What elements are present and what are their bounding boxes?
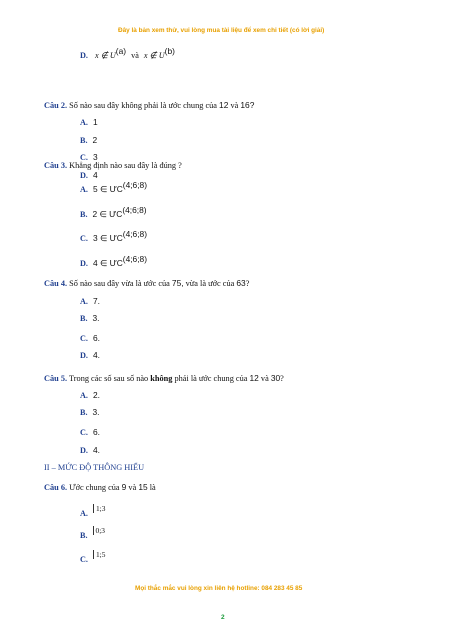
question-text: Số nào sau đây vừa là ước của (69, 279, 170, 288)
question-text: Số nào sau đây không phải là ước chung của (69, 101, 217, 110)
question-label: Câu 6. (44, 483, 68, 492)
option-value: 3. (92, 313, 100, 323)
q2-option-a (80, 117, 98, 127)
option-label: B. (80, 136, 88, 145)
set-value: 0;3 (93, 526, 105, 535)
question-label: Câu 3. (44, 161, 68, 170)
q4-option-c (80, 333, 100, 343)
option-label: C. (80, 334, 88, 343)
option-label: C. (80, 234, 88, 243)
math-arg: (4;6;8) (122, 205, 147, 215)
option-label: A. (80, 297, 88, 306)
footer-notice: Mọi thắc mắc vui lòng xin liên hệ hotline: 084 283 45 85 (135, 585, 303, 592)
option-value: 1 (92, 117, 98, 127)
option-label: A. (80, 391, 88, 400)
math-arg: (b) (164, 46, 175, 56)
math-expr: 4 ∈ ƯC (92, 258, 123, 268)
option-label: D. (80, 171, 88, 180)
question-end: ? (280, 374, 284, 383)
option-label: D. (80, 351, 88, 360)
q5-option-a (80, 390, 100, 400)
math-expr: x ∉ U (143, 51, 165, 60)
page-number: 2 (221, 614, 225, 621)
question-text: Trong các số sau số nào (69, 374, 149, 383)
option-value: 4. (92, 445, 100, 455)
math-expr: 2 ∈ ƯC (92, 209, 123, 219)
math-expr: x ∉ U (95, 51, 116, 60)
option-label: C. (80, 153, 88, 162)
math-number: 30 (270, 373, 281, 383)
option-label: B. (80, 314, 88, 323)
math-arg: (4;6;8) (122, 254, 147, 264)
option-value: 3. (92, 407, 100, 417)
option-label: D. (80, 259, 88, 268)
question-2 (44, 100, 254, 110)
question-text: Khẳng định nào sau đây là đúng ? (69, 161, 182, 170)
option-label: A. (80, 118, 88, 127)
conjunction: và (128, 483, 137, 492)
question-5 (44, 373, 284, 383)
question-text: phải là ước chung của (174, 374, 248, 383)
option-label: A. (80, 509, 88, 518)
option-value: 4. (92, 350, 100, 360)
option-label: C. (80, 555, 88, 564)
q5-option-b (80, 407, 100, 417)
math-number: 75, (171, 278, 184, 288)
math-number: 12 (249, 373, 259, 383)
math-expr: 3 ∈ ƯC (92, 233, 123, 243)
q2-option-d (80, 170, 98, 180)
q4-option-d (80, 350, 100, 360)
question-label: Câu 4. (44, 279, 68, 288)
section-title: II – MỨC ĐỘ THÔNG HIỂU (44, 463, 145, 472)
option-label: C. (80, 428, 88, 437)
math-number: 16? (240, 100, 255, 110)
math-number: 15 (138, 482, 148, 492)
math-arg: (a) (115, 46, 127, 56)
q4-option-b (80, 313, 100, 323)
conjunction: và (230, 101, 239, 110)
conjunction: và (131, 51, 139, 60)
question-text: Ước chung của (69, 483, 120, 492)
q5-option-d (80, 445, 100, 455)
q4-option-a (80, 296, 100, 306)
math-expr: 5 ∈ ƯC (92, 184, 123, 194)
option-label: D. (80, 51, 88, 60)
question-end: là (149, 483, 156, 492)
option-label: D. (80, 446, 88, 455)
q3-option-b (80, 205, 147, 219)
option-value: 3 (92, 152, 98, 162)
option-value: 6. (92, 427, 100, 437)
option-label: B. (80, 531, 88, 540)
q3-option-d (80, 254, 147, 268)
math-number: 9 (121, 482, 127, 492)
set-value: 1;3 (93, 504, 105, 513)
math-arg: (4;6;8) (122, 229, 147, 239)
question-text-mid: vừa là ước của (185, 279, 235, 288)
option-value: 4 (92, 170, 98, 180)
conjunction: và (260, 374, 269, 383)
question-emphasis: không (150, 374, 173, 383)
question-6 (44, 482, 156, 492)
option-value: 2. (92, 390, 100, 400)
q3-option-a (80, 180, 147, 194)
question-label: Câu 5. (44, 374, 68, 383)
math-number: 12 (219, 100, 229, 110)
q6-option-b (80, 526, 105, 540)
q1-option-d (80, 46, 175, 60)
header-notice: Đây là bản xem thử, vui lòng mua tài liệu để xem chi tiết (có lời giải) (118, 27, 325, 34)
option-value: 6. (92, 333, 100, 343)
question-end: ? (245, 279, 250, 288)
option-value: 2 (92, 135, 98, 145)
math-number: 63 (236, 278, 246, 288)
question-3 (44, 161, 182, 170)
option-label: B. (80, 408, 88, 417)
q6-option-c (80, 550, 106, 564)
question-label: Câu 2. (44, 101, 68, 110)
math-arg: (4;6;8) (122, 180, 147, 190)
option-label: B. (80, 210, 88, 219)
option-label: A. (80, 185, 88, 194)
q6-option-a (80, 504, 106, 518)
set-value: 1;5 (93, 550, 105, 559)
q2-option-b (80, 135, 97, 145)
option-value: 7. (92, 296, 100, 306)
question-4 (44, 278, 249, 288)
q3-option-c (80, 229, 147, 243)
q5-option-c (80, 427, 100, 437)
